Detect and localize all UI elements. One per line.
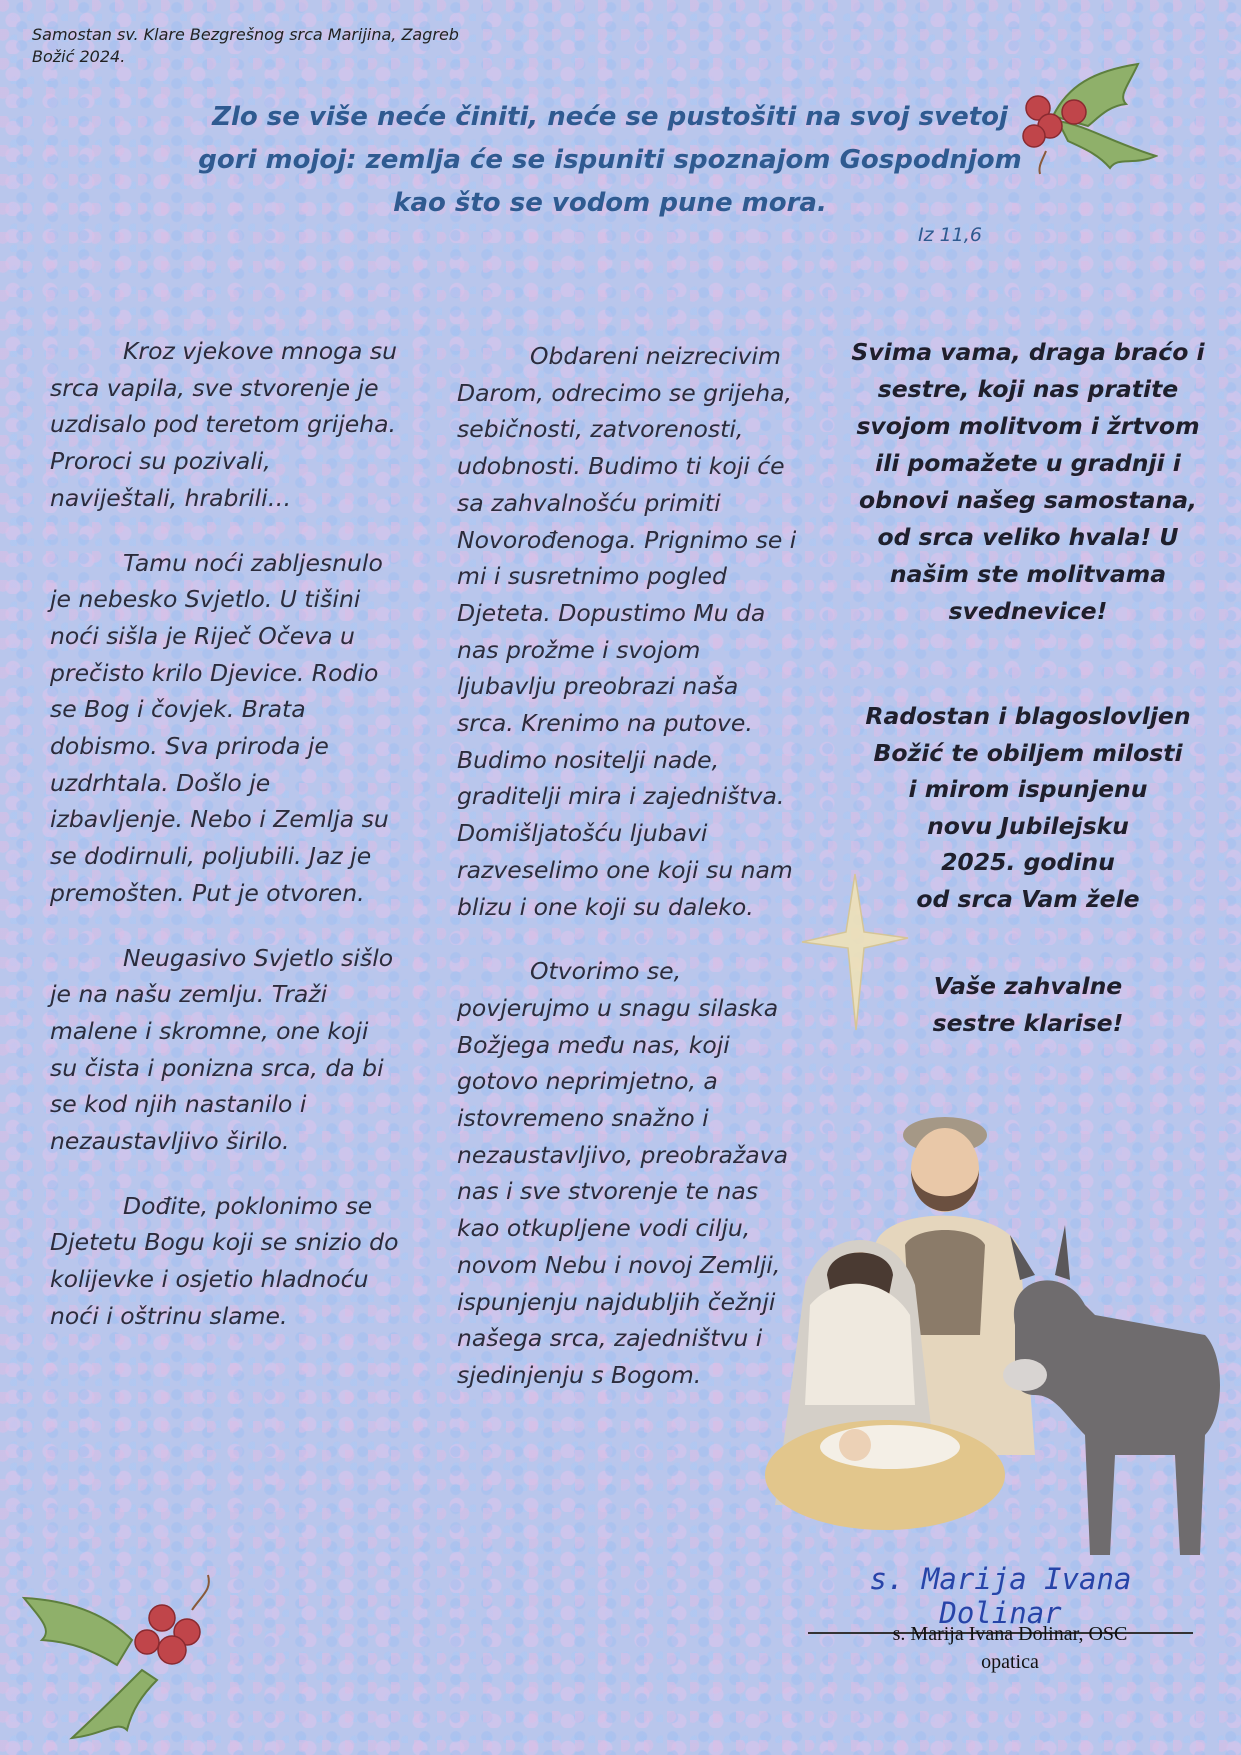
signatory [840,1620,1180,1676]
gratitude-message [848,334,1208,630]
handwritten-signature: s. Marija Ivana Dolinar [808,1562,1193,1634]
text-line: svojom molitvom i žrtvom [856,412,1200,440]
text-line: sestre, koji nas pratite [877,375,1179,403]
text-line: sestre klarise! [932,1009,1124,1037]
text-line: obnovi našeg samostana, [859,486,1197,514]
star-icon [800,872,910,1032]
text-line: 2025. godinu [941,848,1115,876]
text-line: Radostan i blagoslovljen [865,702,1191,730]
verse-reference: Iz 11,6 [918,224,982,246]
monastery-name: Samostan sv. Klare Bezgrešnog srca Marijina, Zagreb [32,25,459,44]
text-line: ili pomažete u gradnji i [875,449,1181,477]
sisters-thanks [898,968,1158,1042]
bible-verse: Zlo se više neće činiti, neće se pustošiti na svoj svetoj gori mojoj: zemlja će se ispuniti spoznajom Gospodnjom kao što se vodom pune mora. [198,102,1022,218]
text-line: od srca Vam žele [916,884,1140,913]
text-line: od srca veliko hvala! U [877,523,1179,551]
middle-column [457,338,802,1422]
nativity-illustration [765,1075,1235,1585]
header [32,24,459,68]
text-line: i mirom ispunjenu [908,775,1148,803]
paragraph: Otvorimo se, povjerujmo u snagu silaska Božjega među nas, koji gotovo neprimjetno, a istovremeno snažno i nezaustavljivo, preobražava nas i sve stvorenje te nas kao otkupljene vodi cilju, novom Nebu i novoj Zemlji, ispunjenju najdubljih čežnji našega srca, zajedništvu i sjedinjenju s Bogom. [457,957,788,1389]
text-line: Svima vama, draga braćo i [851,338,1205,366]
text-line: Vaše zahvalne [933,972,1123,1000]
paragraph: Tamu noći zabljesnulo je nebesko Svjetlo. U tišini noći sišla je Riječ Očeva u prečisto krilo Djevice. Rodio se Bog i čovjek. Brata dobismo. Sva priroda je uzdrhtala. Došlo je izbavljenje. Nebo i Zemlja su se dodirnuli, poljubili. Jaz je premošten. Put je otvoren. [50,548,389,907]
occasion: Božić 2024. [32,47,126,66]
paragraph: Obdareni neizrecivim Darom, odrecimo se grijeha, sebičnosti, zatvorenosti, udobnosti. Budimo ti koji će sa zahvalnošću primiti Novorođenoga. Prignimo se i mi i susretnimo pogled Djeteta. Dopustimo Mu da nas prožme i svojom ljubavlju preobrazi naša srca. Krenimo na putove. Budimo nositelji nade, graditelji mira i zajedništva. Domišljatošću ljubavi razveselimo one koji su nam blizu i one koji su daleko. [457,342,797,921]
text-line: našim ste molitvama [889,560,1167,588]
holly-bottom-icon [22,1570,222,1740]
signatory-title: opatica [981,1651,1039,1673]
paragraph: Neugasivo Svjetlo sišlo je na našu zemlju. Traži malene i skromne, one koji su čista i ponizna srca, da bi se kod njih nastanilo i nezaustavljivo širilo. [50,943,394,1156]
left-column [50,333,400,1363]
signatory-name: s. Marija Ivana Dolinar, OSC [892,1623,1128,1645]
paragraph: Dođite, poklonimo se Djetetu Bogu koji se snizio do kolijevke i osjetio hladnoću noći i oštrinu slame. [50,1191,399,1330]
text-line: novu Jubilejsku [927,811,1129,840]
text-line: svednevice! [948,597,1108,625]
paragraph: Kroz vjekove mnoga su srca vapila, sve stvorenje je uzdisalo pod teretom grijeha. Proroci su pozivali, naviještali, hrabrili… [50,337,398,512]
text-line: Božić te obiljem milosti [873,738,1183,767]
